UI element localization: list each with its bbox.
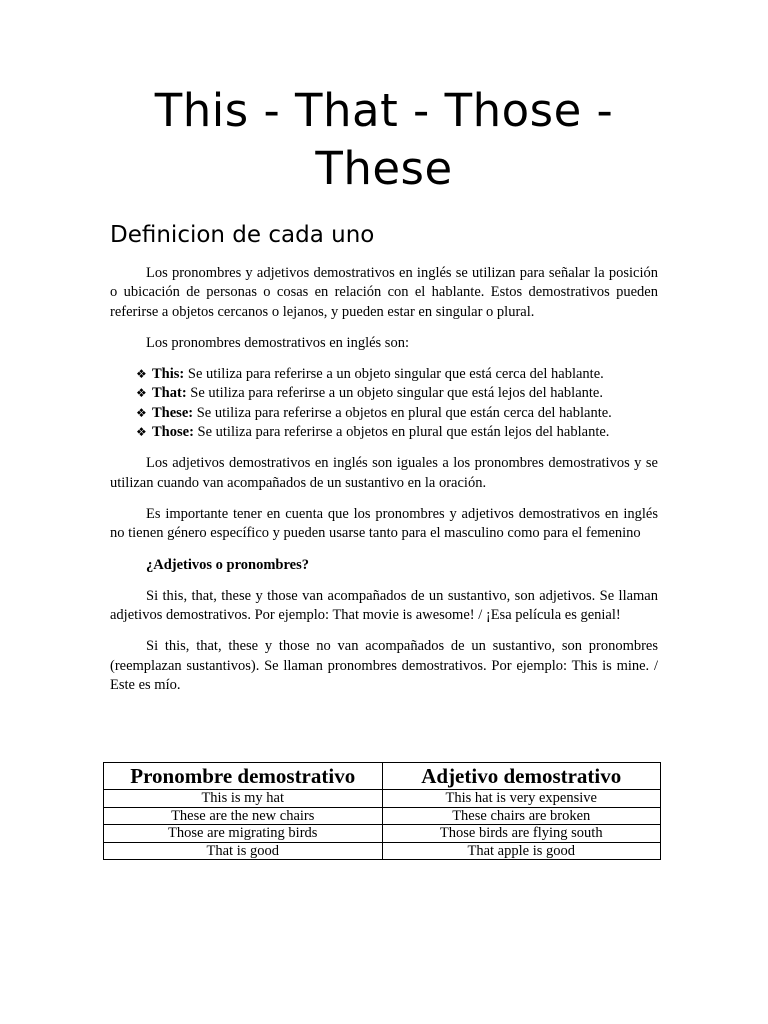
pronouns-intro-paragraph: Los pronombres demostrativos en inglés son: bbox=[146, 334, 409, 351]
column-header-adjective: Adjetivo demostrativo bbox=[382, 763, 661, 790]
list-item bbox=[136, 404, 658, 423]
table-row bbox=[104, 825, 661, 843]
diamond-bullet-icon: ❖ bbox=[136, 405, 147, 420]
pronoun-list bbox=[110, 365, 658, 442]
bullet-term: Those: bbox=[152, 424, 194, 441]
document-title: This - That - Those - These bbox=[154, 84, 614, 195]
list-item bbox=[136, 365, 658, 384]
adjectives-paragraph: Los adjetivos demostrativos en inglés son iguales a los pronombres demostrativos y se utilizan cuando van acompañados de un sustantivo en la oración. bbox=[110, 455, 658, 491]
section-subtitle: Definicion de cada uno bbox=[110, 222, 375, 248]
bullet-term: This: bbox=[152, 366, 185, 383]
table-cell: These are the new chairs bbox=[104, 807, 383, 825]
gender-paragraph: Es importante tener en cuenta que los pronombres y adjetivos demostrativos en inglés no tienen género específico y pueden usarse tanto para el masculino como para el femenino bbox=[110, 505, 658, 542]
pronouns-example-paragraph: Si this, that, these y those no van acompañados de un sustantivo, son pronombres (reemplazan sustantivos). Se llaman pronombres demostrativos. Por ejemplo: This is mine. / Este es mío. bbox=[110, 638, 658, 694]
bullet-text: Se utiliza para referirse a objetos en plural que están cerca del hablante. bbox=[193, 404, 612, 421]
list-item bbox=[136, 423, 658, 442]
question-heading: ¿Adjetivos o pronombres? bbox=[146, 556, 309, 573]
document-page bbox=[110, 82, 658, 707]
table-cell: That is good bbox=[104, 842, 383, 860]
table-header-row bbox=[104, 763, 661, 790]
table-cell: Those birds are flying south bbox=[382, 825, 661, 843]
table-cell: That apple is good bbox=[382, 842, 661, 860]
table-row bbox=[104, 807, 661, 825]
adjectives-example-paragraph: Si this, that, these y those van acompañados de un sustantivo, son adjetivos. Se llaman adjetivos demostrativos. Por ejemplo: That movie is awesome! / ¡Esa película es genial! bbox=[110, 587, 658, 624]
list-item bbox=[136, 384, 658, 403]
table-row bbox=[104, 842, 661, 860]
table-cell: These chairs are broken bbox=[382, 807, 661, 825]
table-cell: This is my hat bbox=[104, 790, 383, 808]
bullet-text: Se utiliza para referirse a un objeto singular que está cerca del hablante. bbox=[184, 366, 604, 383]
bullet-term: These: bbox=[152, 404, 194, 421]
diamond-bullet-icon: ❖ bbox=[136, 425, 147, 440]
diamond-bullet-icon: ❖ bbox=[136, 386, 147, 401]
table-row bbox=[104, 790, 661, 808]
bullet-text: Se utiliza para referirse a objetos en plural que están lejos del hablante. bbox=[193, 424, 610, 441]
table-cell: This hat is very expensive bbox=[382, 790, 661, 808]
table-cell: Those are migrating birds bbox=[104, 825, 383, 843]
column-header-pronoun: Pronombre demostrativo bbox=[104, 763, 383, 790]
bullet-text: Se utiliza para referirse a un objeto singular que está lejos del hablante. bbox=[186, 385, 603, 402]
examples-table bbox=[103, 762, 661, 860]
bullet-term: That: bbox=[152, 385, 187, 402]
intro-paragraph: Los pronombres y adjetivos demostrativos en inglés se utilizan para señalar la posición o ubicación de personas o cosas en relación con el hablante. Estos demostrativos pueden referirse a objetos cercanos o lejanos, y pueden estar en singular o plural. bbox=[110, 265, 658, 320]
diamond-bullet-icon: ❖ bbox=[136, 367, 147, 382]
